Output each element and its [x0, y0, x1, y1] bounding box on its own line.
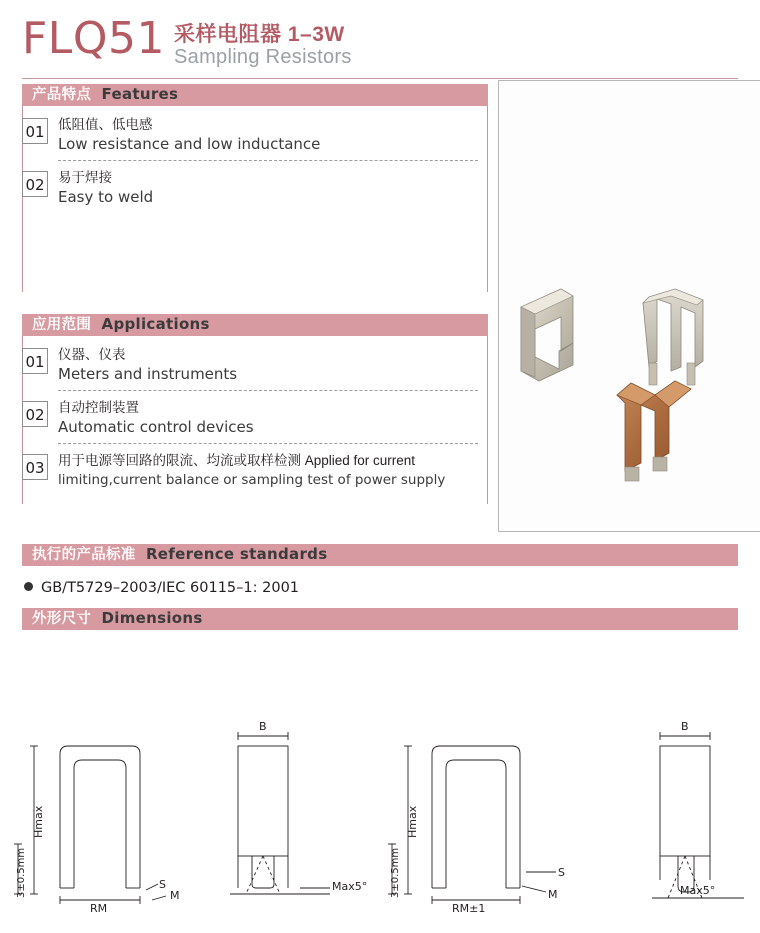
list-item [22, 342, 488, 386]
item-text-cn: 仪器、仪表 [58, 347, 126, 362]
product-photo [498, 80, 760, 532]
label-max5-right: Max5° [680, 884, 716, 897]
features-list [22, 112, 488, 209]
item-text-en: Low resistance and low inductance [58, 135, 321, 153]
list-divider [58, 160, 478, 161]
label-tol-left: 3±0.5mm [16, 847, 27, 898]
list-divider [58, 390, 478, 391]
item-number: 02 [22, 401, 48, 427]
item-number: 01 [22, 348, 48, 374]
label-m-right: M [548, 888, 558, 901]
item-text-cn: 用于电源等回路的限流、均流或取样检测 Applied for current [58, 453, 416, 468]
label-max5-left: Max5° [332, 880, 368, 893]
applications-bar-cn: 应用范围 [32, 317, 92, 333]
dimensions-bar-cn: 外形尺寸 [32, 611, 92, 627]
standards-value-row [24, 580, 299, 596]
item-number: 02 [22, 171, 48, 197]
dimensions-bar-en: Dimensions [101, 609, 203, 627]
list-item [22, 112, 488, 156]
list-item [22, 395, 488, 439]
label-hmax-right: Hmax [406, 805, 419, 838]
dimensions-section-bar [22, 608, 738, 630]
bullet-icon [24, 582, 33, 591]
page-title-cn: 采样电阻器 1–3W [174, 23, 345, 46]
page-header [22, 13, 738, 74]
item-number: 03 [22, 454, 48, 480]
list-item [22, 448, 488, 492]
resistor-copper [617, 381, 691, 481]
label-s-right: S [558, 866, 565, 879]
label-tol-right: 3±0.5mm [390, 847, 401, 898]
features-bar-cn: 产品特点 [32, 87, 92, 103]
dimensions-drawings [0, 648, 760, 933]
item-text-cn: 易于焊接 [58, 170, 112, 185]
features-bar-en: Features [101, 85, 179, 103]
label-rm-tol: RM±1 [452, 902, 486, 915]
applications-list [22, 342, 488, 492]
standards-section-bar [22, 544, 738, 566]
product-photo-illustration [499, 81, 760, 531]
item-text-cn: 低阻值、低电感 [58, 117, 153, 132]
item-text-en: Meters and instruments [58, 365, 238, 383]
label-b-right: B [681, 720, 689, 733]
model-number: FLQ51 [22, 13, 165, 64]
features-section-bar [22, 84, 488, 106]
label-s-left: S [159, 878, 166, 891]
item-text-en: limiting,current balance or sampling test of power supply [58, 472, 446, 488]
standards-bar-cn: 执行的产品标准 [32, 547, 136, 563]
resistor-left [521, 289, 573, 381]
resistor-right [643, 289, 703, 385]
list-divider [58, 443, 478, 444]
applications-section-bar [22, 314, 488, 336]
item-number: 01 [22, 118, 48, 144]
list-item [22, 165, 488, 209]
page-title-en: Sampling Resistors [174, 46, 352, 68]
label-hmax-left: Hmax [32, 805, 45, 838]
item-text-en: Automatic control devices [58, 418, 254, 436]
item-text-en: Easy to weld [58, 188, 154, 206]
label-b-left: B [259, 720, 267, 733]
label-m-left: M [170, 889, 180, 902]
header-divider [22, 78, 738, 79]
standards-bar-en: Reference standards [145, 545, 328, 563]
label-rm-left: RM [90, 902, 108, 915]
item-text-cn: 自动控制装置 [58, 400, 139, 415]
applications-bar-en: Applications [101, 315, 210, 333]
standards-value: GB/T5729–2003/IEC 60115–1: 2001 [41, 580, 300, 596]
dimension-diagrams-svg [0, 648, 760, 933]
